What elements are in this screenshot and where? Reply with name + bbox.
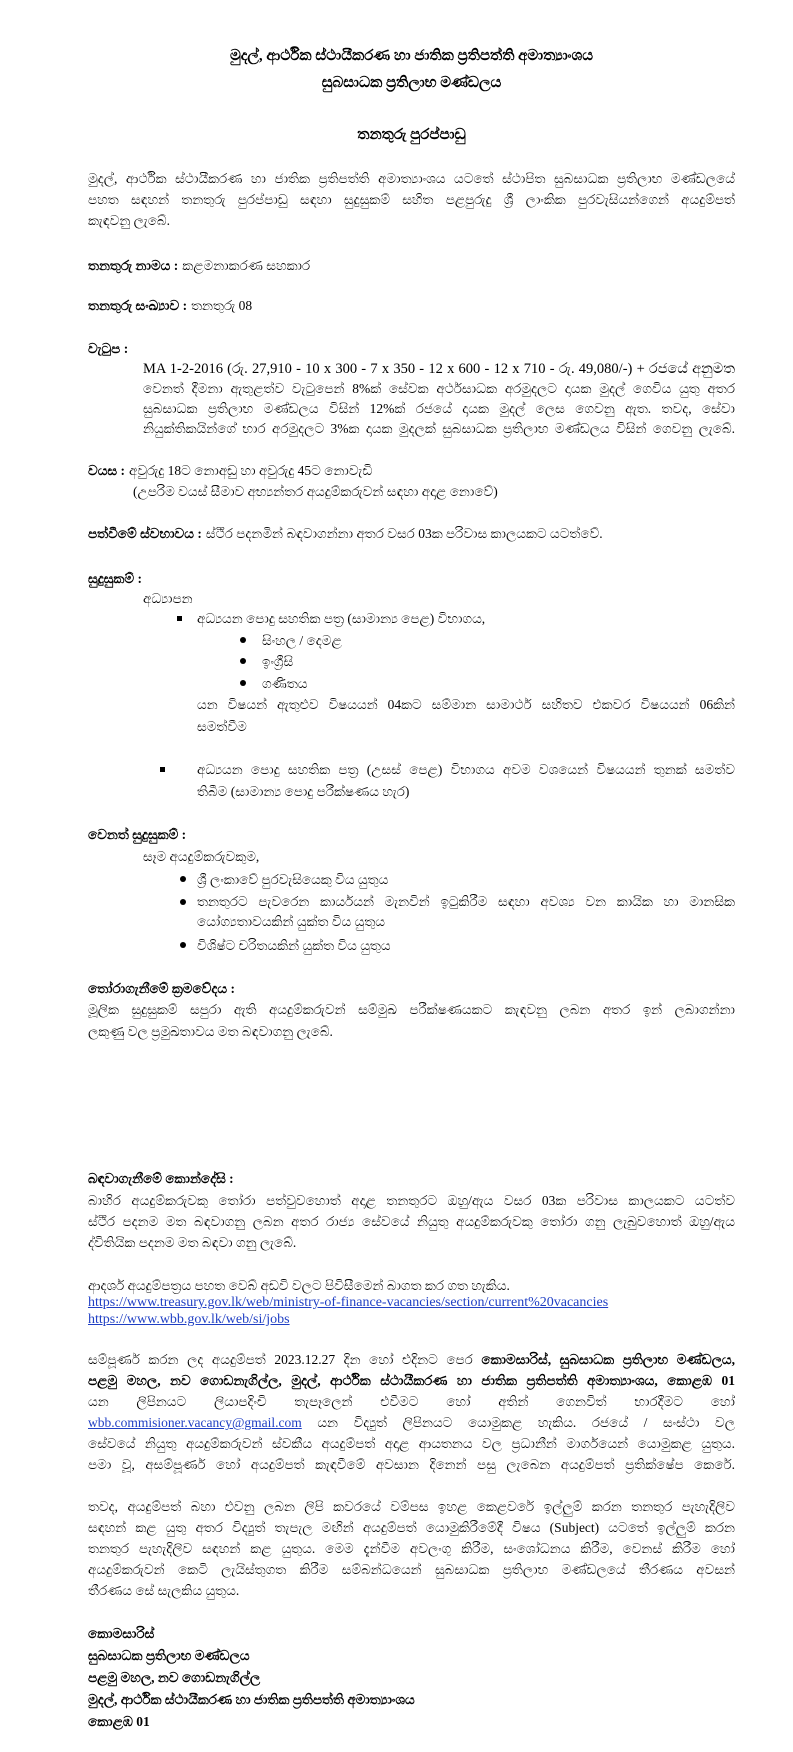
round-bullet-icon xyxy=(240,680,246,686)
submission-address: කොමසාරිස්, සුබසාධක ප්‍රතිලාභ මණ්ඩලය, xyxy=(481,1352,735,1367)
ol-exam-item xyxy=(197,608,735,629)
notice-title: තනතුරු පුරප්පාඩු xyxy=(357,127,466,143)
post-name-label: තනතුරු නාමය : xyxy=(88,258,179,273)
notes-line: අයදුම්කරුවන් කෙටි ලැයිස්තුගත කිරීම සම්බන්ධයෙන් සුබසාධක ප්‍රතිලාභ මණ්ඩලයේ තීරණය අවසන් xyxy=(88,1562,735,1577)
square-bullet-icon xyxy=(160,767,165,772)
submission-deadline-text: සම්පූර්ණ කරන ලද අයදුම්පත් 2023.12.27 දින හෝ එදිනට පෙර xyxy=(88,1352,482,1367)
other-qualifications-label-block xyxy=(88,824,735,845)
submission-line xyxy=(88,1412,735,1433)
other-qualification-item xyxy=(197,892,735,932)
submission-address: පළමු මහල, නව ගොඩනැගිල්ල, මුදල්, ආර්ථික ස්ථායීකරණ හා ජාතික ප්‍රතිපත්ති අමාත්‍යාංශය, කොළඹ 01 xyxy=(88,1373,735,1388)
other-qualifications-intro-block xyxy=(143,846,735,867)
selection-paragraph xyxy=(88,999,735,1043)
round-bullet-icon xyxy=(180,942,186,948)
recruitment-paragraph xyxy=(88,1190,735,1253)
post-count-row xyxy=(88,295,735,316)
notice-header xyxy=(88,46,735,94)
round-bullet-icon xyxy=(180,899,186,905)
other-qualification-item xyxy=(197,869,735,890)
salary-scale-line: MA 1-2-2016 (රු. 27,910 - 10 x 300 - 7 x 350 - 12 x 600 - 12 x 710 - රු. 49,080/-) + රජයේ අනුමත xyxy=(143,361,735,377)
recruitment-line: ස්ථිර පදනම මත බඳවාගනු ලබන අතර රාජ්‍ය සේවයේ නියුතු අයදුම්කරුවකු තෝරා ගනු ලැබුවහොත් ඔහු/ඇය xyxy=(88,1214,735,1229)
submission-line: යන ලිපිනයට ලියාපදිංචි තැපෑලෙන් එවීමට හෝ අතින් ගෙනවිත් භාරදීමට හෝ xyxy=(88,1394,735,1409)
ministry-name: මුදල්, ආර්ථික ස්ථායීකරණ හා ජාතික ප්‍රතිපත්ති අමාත්‍යාංශය xyxy=(229,48,593,64)
recruitment-line: බාහිර අයදුම්කරුවකු තෝරා පත්වුවහොත් අදාළ තනතුරට ඔහු/ඇය වසර 03ක පරිවාස කාලයකට යටත්ව xyxy=(88,1193,735,1208)
post-count-value: තනතුරු 08 xyxy=(191,298,253,313)
submission-paragraph xyxy=(88,1349,735,1475)
download-links xyxy=(88,1294,735,1328)
salary-line: සුබසාධක ප්‍රතිලාභ මණ්ඩලය විසින් 12%ක් රජයේ දායක මුදල් ලෙස ගෙවනු ඇත. තවද, සේවා xyxy=(143,401,735,416)
signature-line: සුබසාධක ප්‍රතිලාභ මණ්ඩලය xyxy=(88,1648,250,1663)
appointment-label: පත්වීමේ ස්වභාවය : xyxy=(88,526,202,541)
notes-line: තනතුර පැහැදිලිව සඳහන් කළ යුතුය. මෙම දැන්වීම අවලංගු කිරීම, සංශෝධනය කිරීම, වෙනස් කිරීම හෝ xyxy=(88,1541,735,1556)
age-value: අවුරුදු 18ට නොඅඩු හා අවුරුදු 45ට නොවැඩි xyxy=(129,463,373,478)
recruitment-label: බඳවාගැනීමේ කොන්දේසි : xyxy=(88,1171,234,1186)
al-exam-item xyxy=(197,759,735,803)
recruitment-line: ද්විතියික පදනම මත බඳවා ගනු ලැබේ. xyxy=(88,1235,297,1250)
intro-line: කැඳවනු ලැබේ. xyxy=(88,213,170,228)
selection-label-block xyxy=(88,978,735,999)
intro-paragraph xyxy=(88,168,735,231)
treasury-vacancies-link[interactable]: https://www.treasury.gov.lk/web/ministry-of-finance-vacancies/section/current%20vacancies xyxy=(88,1295,609,1310)
post-name-value: කළමනාකරණ සහකාර xyxy=(182,258,311,273)
ol-exam-text: අධ්‍යයන පොදු සහතික පත්‍ර (සාමාන්‍ය පෙළ) විභාගය, xyxy=(197,611,486,626)
wbb-jobs-link[interactable]: https://www.wbb.gov.lk/web/si/jobs xyxy=(88,1312,290,1327)
notes-paragraph xyxy=(88,1496,735,1601)
ol-subject-text: සිංහල / දෙමළ xyxy=(262,633,342,648)
age-label: වයස : xyxy=(88,463,125,478)
age-note-block xyxy=(133,481,735,502)
salary-line: වෙනත් දීමනා ඇතුළත්ව වැටුපෙන් 8%ක් සේවක අර්ථසාධක අරමුදලට දායක මුදල් ගෙවිය යුතු අතර xyxy=(143,381,735,396)
submission-line xyxy=(88,1349,735,1370)
signature-line: පළමු මහල, නව ගොඩනැගිල්ල xyxy=(88,1670,261,1685)
other-qualifications-label: වෙනත් සුදුසුකම් : xyxy=(88,827,187,842)
ol-subject-item xyxy=(262,651,735,672)
other-qualification-line: විශිෂ්ට චරිතයකින් යුක්ත විය යුතුය xyxy=(197,938,391,953)
post-count-label: තනතුරු සංඛ්‍යාව : xyxy=(88,298,188,313)
salary-label: වැටුප : xyxy=(88,341,129,356)
post-name-row xyxy=(88,255,735,276)
ol-subject-item xyxy=(262,630,735,651)
age-note: (උපරිම වයස් සීමාව අභ්‍යන්තර අයදුම්කරුවන් සඳහා අදාළ නොවේ) xyxy=(133,484,498,499)
submission-email-text: යන විද්‍යුත් ලිපිනයට යොමුකළ හැකිය. රජයේ / සංස්ථා වල xyxy=(301,1415,735,1430)
appointment-row xyxy=(88,523,735,544)
other-qualification-item xyxy=(197,935,735,956)
signature-line: කොමසාරිස් xyxy=(88,1626,155,1641)
salary-line: නියුක්තිකයින්ගේ භාර අරමුදලට 3%ක දායක මුදලක් සුබසාධක ප්‍රතිලාභ මණ්ඩලය විසින් ගෙවනු ලැබේ. xyxy=(143,421,735,436)
qualifications-label: සුදුසුකම් : xyxy=(88,571,142,586)
signature-block xyxy=(88,1623,735,1733)
salary-details xyxy=(143,359,735,439)
round-bullet-icon xyxy=(180,876,186,882)
notice-title-block xyxy=(88,125,735,146)
other-qualification-line: ශ්‍රී ලංකාවේ පුරවැසියෙකු විය යුතුය xyxy=(197,872,389,887)
salary-label-block xyxy=(88,338,735,359)
selection-line: ලකුණු වල ප්‍රමුඛතාවය මත බඳවාගනු ලැබේ. xyxy=(88,1024,333,1039)
other-qualifications-intro: සෑම අයදුම්කරුවකුම, xyxy=(143,849,260,864)
download-instruction-block xyxy=(88,1275,735,1296)
ol-requirement-line: යන විෂයන් ඇතුළුව විෂයයන් 04කට සම්මාන සාමාර්ථ සහිතව එකවර විෂයයන් 06කින් xyxy=(197,697,735,712)
ol-subject-item xyxy=(262,673,735,694)
ol-subject-text: ඉංග්‍රීසි xyxy=(262,654,294,669)
download-instruction: ආදර්ශ අයදුම්පත්‍රය පහත වෙබ් අඩවි වලට පිවිසීමෙන් බාගත කර ගත හැකිය. xyxy=(88,1278,510,1293)
submission-line: සේවයේ නියුතු අයදුම්කරුවන් ස්වකීය අයදුම්පත් අදාළ ආයතනය වල ප්‍රධානීන් මාර්ගයෙන් යොමුකළ යුතුය. xyxy=(88,1436,735,1451)
education-label-block xyxy=(143,588,735,609)
age-row xyxy=(88,460,735,481)
other-qualification-line: යෝග්‍යතාවයකින් යුක්ත විය යුතුය xyxy=(197,914,385,929)
submission-line: පමා වූ, අසම්පූර්ණ හෝ අයදුම්පත් කැඳවීමේ අවසාන දිනෙන් පසු ලැබෙන අයදුම්පත් ප්‍රතික්ෂේප කෙරේ. xyxy=(88,1457,735,1472)
square-bullet-icon xyxy=(177,616,182,621)
al-exam-line: තිබීම (සාමාන්‍ය පොදු පරීක්ෂණය හැර) xyxy=(197,784,410,799)
round-bullet-icon xyxy=(240,658,246,664)
appointment-value: ස්ථිර පදනමින් බඳවාගන්නා අතර වසර 03ක පරිවාස කාලයකට යටත්වේ. xyxy=(205,526,603,541)
ol-requirement xyxy=(197,694,735,738)
recruitment-label-block xyxy=(88,1168,735,1189)
selection-label: තෝරාගැනීමේ ක්‍රමවේදය : xyxy=(88,981,235,996)
ol-subject-text: ගණිතය xyxy=(262,676,308,691)
notes-line: තීරණය සේ සැලකිය යුතුය. xyxy=(88,1583,240,1598)
application-email-link[interactable]: wbb.commisioner.vacancy@gmail.com xyxy=(88,1415,302,1430)
other-qualification-line: තනතුරට පැවරෙන කාර්යයන් මැනවින් ඉටුකිරීම සඳහා අවශ්‍ය වන කායික හා මානසික xyxy=(197,894,735,909)
signature-line: මුදල්, ආර්ථික ස්ථායීකරණ හා ජාතික ප්‍රතිපත්ති අමාත්‍යාංශය xyxy=(88,1692,415,1707)
qualifications-label-block xyxy=(88,568,735,589)
board-name: සුබසාධක ප්‍රතිලාභ මණ්ඩලය xyxy=(321,75,502,91)
signature-line: කොළඹ 01 xyxy=(88,1714,150,1729)
al-exam-line: අධ්‍යයන පොදු සහතික පත්‍ර (උසස් පෙළ) විභාගය අවම වශයෙන් විෂයයන් තුනක් සමත්ව xyxy=(197,762,735,777)
intro-line: මුදල්, ආර්ථික ස්ථායීකරණ හා ජාතික ප්‍රතිපත්ති අමාත්‍යාංශය යටතේ ස්ථාපිත සුබසාධක ප්‍රතිලාභ මණ්ඩලයේ xyxy=(88,171,735,186)
ol-requirement-line: සමත්වීම xyxy=(197,719,247,734)
notes-line: තවද, අයදුම්පත් බහා එවනු ලබන ලිපි කවරයේ වම්පස ඉහළ කෙළවරේ ඉල්ලුම් කරන තනතුර පැහැදිලිව xyxy=(88,1499,735,1514)
selection-line: මූලික සුදුසුකම් සපුරා ඇති අයදුම්කරුවන් සම්මුඛ පරීක්ෂණයකට කැඳවනු ලබන අතර ඉන් ලබාගන්නා xyxy=(88,1002,735,1017)
education-label: අධ්‍යාපන xyxy=(143,591,193,606)
intro-line: පහත සඳහන් තනතුරු පුරප්පාඩු සඳහා සුදුසුකම් සහිත පළපුරුදු ශ්‍රී ලාංකික පුරවැසියන්ගෙන් අයදුම්පත් xyxy=(88,192,735,207)
notes-line: සඳහන් කළ යුතු අතර විද්‍යුත් තැපැල මඟින් අයදුම්පත් යොමුකිරීමේදී විෂය (Subject) යටතේ ඉල්ලුම් කරන xyxy=(88,1520,735,1535)
round-bullet-icon xyxy=(240,637,246,643)
